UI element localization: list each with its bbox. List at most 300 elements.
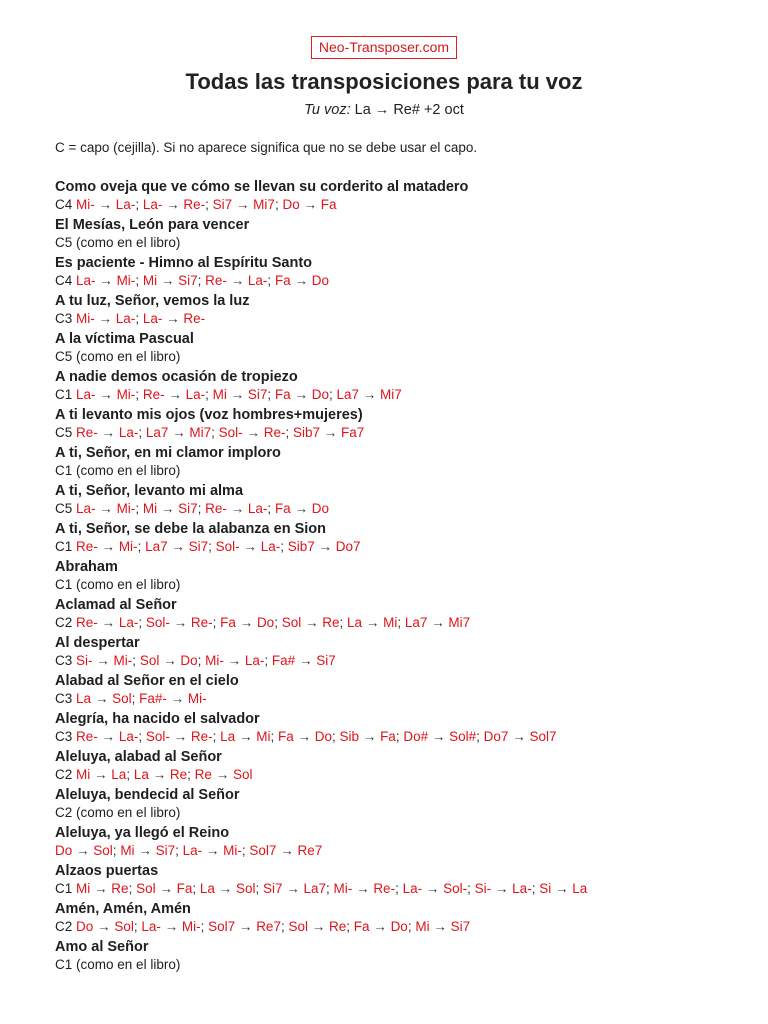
separator: ; [135, 273, 143, 288]
chord-from: La- [76, 387, 96, 402]
song-item [55, 368, 768, 403]
arrow-icon: → [72, 843, 94, 858]
song-transposition [55, 348, 768, 365]
chord-from: La [199, 881, 215, 896]
arrow-icon: → [134, 843, 156, 858]
arrow-icon: → [226, 387, 248, 402]
chord-from: Sol- [145, 615, 170, 630]
song-transposition [55, 652, 768, 669]
arrow-icon: → [167, 539, 189, 554]
song-item [55, 178, 768, 213]
arrow-icon: → [94, 311, 116, 326]
separator: ; [267, 273, 275, 288]
separator: ; [205, 387, 213, 402]
voice-range [0, 102, 768, 118]
chord-from: Mi [76, 767, 91, 782]
song-item [55, 748, 768, 783]
arrow-icon: → [162, 197, 184, 212]
song-title[interactable]: Aleluya, ya llegó el Reino [55, 825, 230, 841]
arrow-icon: → [169, 729, 191, 744]
arrow-icon: → [299, 197, 321, 212]
separator: ; [274, 615, 282, 630]
capo-value: C4 [55, 197, 73, 212]
song-transposition [55, 196, 768, 213]
chord-to: Mi- [181, 919, 201, 934]
song-transposition [55, 880, 768, 897]
chord-to: Si7 [155, 843, 176, 858]
separator: ; [339, 615, 348, 630]
chord-from: Mi [212, 387, 227, 402]
arrow-icon: → [94, 197, 116, 212]
separator: ; [138, 425, 146, 440]
chord-to: Sol [232, 767, 253, 782]
arrow-icon: → [159, 653, 181, 668]
chord-to: Do [311, 501, 329, 516]
chord-from: Sol [288, 919, 308, 934]
song-item [55, 444, 768, 479]
song-transposition [55, 918, 768, 935]
chord-from: Mi- [76, 311, 95, 326]
song-title[interactable]: Aleluya, alabad al Señor [55, 749, 222, 765]
song-title[interactable]: A ti, Señor, se debe la alabanza en Sion [55, 521, 327, 537]
chord-from: Si7 [212, 197, 233, 212]
arrow-icon: → [92, 653, 114, 668]
separator: ; [135, 311, 143, 326]
song-title[interactable]: A ti levanto mis ojos (voz hombres+mujeres) [55, 407, 363, 423]
song-title[interactable]: Alzaos puertas [55, 863, 159, 879]
chord-to: La7 [303, 881, 327, 896]
capo-value: C5 [55, 501, 73, 516]
song-title[interactable]: Aclamad al Señor [55, 597, 177, 613]
chord-from: Fa [277, 729, 294, 744]
song-transposition [55, 804, 768, 821]
chord-to: La- [512, 881, 532, 896]
arrow-icon: → [164, 387, 186, 402]
chord-to: Sol [93, 843, 113, 858]
chord-from: Re- [142, 387, 165, 402]
separator: ; [395, 881, 403, 896]
chord-to: Si7 [316, 653, 336, 668]
chord-from: Re- [205, 501, 227, 516]
arrow-icon: → [320, 425, 342, 440]
capo-value: C2 [55, 805, 73, 820]
song-transposition [55, 462, 768, 479]
chord-from: Si7 [262, 881, 283, 896]
arrow-icon: → [90, 767, 112, 782]
arrow-icon: → [95, 273, 117, 288]
arrow-icon: → [95, 501, 117, 516]
song-item [55, 596, 768, 631]
song-title[interactable]: A ti, Señor, en mi clamor imploro [55, 445, 281, 461]
chord-to: Mi7 [189, 425, 212, 440]
song-item [55, 634, 768, 669]
separator: ; [197, 273, 206, 288]
capo-value: C1 [55, 539, 73, 554]
capo-value: C3 [55, 311, 73, 326]
header [0, 0, 768, 59]
chord-from: La- [402, 881, 423, 896]
separator: ; [135, 197, 143, 212]
song-title[interactable]: A tu luz, Señor, vemos la luz [55, 293, 250, 309]
capo-value: C4 [55, 273, 73, 288]
arrow-icon: → [290, 501, 312, 516]
separator: ; [395, 729, 404, 744]
chord-to: Fa [380, 729, 396, 744]
arrow-icon: → [290, 387, 312, 402]
chord-from: Re [194, 767, 212, 782]
chord-to: Mi- [118, 539, 138, 554]
chord-from: Do [76, 919, 94, 934]
chord-from: La- [142, 197, 163, 212]
chord-to: La- [118, 425, 139, 440]
arrow-icon: → [295, 653, 317, 668]
chord-to: Re- [263, 425, 286, 440]
as-in-book: (como en el libro) [76, 349, 181, 364]
chord-to: Si7 [178, 501, 198, 516]
chord-to: Sol# [449, 729, 477, 744]
separator: ; [332, 729, 340, 744]
separator: ; [467, 881, 475, 896]
song-transposition [55, 842, 768, 859]
chord-to: Sol [112, 691, 132, 706]
chord-to: La- [118, 615, 139, 630]
arrow-icon: → [429, 919, 451, 934]
chord-from: Re- [76, 729, 98, 744]
chord-from: Mi- [76, 197, 95, 212]
arrow-icon: → [359, 729, 381, 744]
song-item [55, 558, 768, 593]
chord-to: Re- [183, 311, 206, 326]
song-transposition [55, 956, 768, 973]
song-title[interactable]: Es paciente - Himno al Espíritu Santo [55, 255, 313, 271]
song-title[interactable]: Alabad al Señor en el cielo [55, 673, 239, 689]
chord-to: Re- [190, 729, 213, 744]
chord-from: La [347, 615, 363, 630]
separator: ; [208, 539, 216, 554]
capo-value: C1 [55, 577, 73, 592]
chord-from: Si- [474, 881, 492, 896]
as-in-book: (como en el libro) [76, 957, 181, 972]
song-title[interactable]: El Mesías, León para vencer [55, 217, 250, 233]
separator: ; [135, 501, 143, 516]
chord-to: Mi [256, 729, 271, 744]
song-title[interactable]: A la víctima Pascual [55, 331, 194, 347]
separator: ; [205, 197, 213, 212]
separator: ; [126, 767, 134, 782]
song-transposition [55, 424, 768, 441]
separator: ; [131, 691, 140, 706]
chord-to: Mi- [116, 273, 136, 288]
chord-to: Do [311, 273, 329, 288]
song-transposition [55, 538, 768, 555]
chord-to: La- [244, 653, 265, 668]
capo-value: C5 [55, 425, 73, 440]
chord-from: La- [142, 311, 163, 326]
chord-from: Mi [120, 843, 135, 858]
as-in-book: (como en el libro) [76, 463, 181, 478]
arrow-icon: → [148, 767, 170, 782]
chord-from: Fa [353, 919, 370, 934]
chord-from: Sib [339, 729, 360, 744]
chord-from: Mi [76, 881, 91, 896]
separator: ; [285, 425, 293, 440]
chord-from: Mi [142, 273, 158, 288]
separator: ; [138, 615, 146, 630]
capo-value: C5 [55, 349, 73, 364]
separator: ; [132, 653, 140, 668]
arrow-icon: → [232, 197, 254, 212]
chord-to: Do [311, 387, 329, 402]
song-item [55, 406, 768, 441]
chord-to: Mi- [187, 691, 207, 706]
chord-from: Re- [76, 539, 98, 554]
arrow-icon: → [157, 273, 179, 288]
capo-value: C5 [55, 235, 73, 250]
song-transposition [55, 690, 768, 707]
song-item [55, 482, 768, 517]
chord-from: Mi- [333, 881, 353, 896]
chord-to: Mi [383, 615, 398, 630]
chord-to: Mi- [116, 501, 136, 516]
arrow-icon: → [95, 387, 117, 402]
chord-to: La- [247, 501, 268, 516]
song-title[interactable]: Al despertar [55, 635, 140, 651]
chord-to: Si7 [188, 539, 209, 554]
arrow-icon: → [301, 615, 323, 630]
song-title[interactable]: A nadie demos ocasión de tropiezo [55, 369, 298, 385]
chord-from: Do [282, 197, 300, 212]
chord-to: Sol [114, 919, 134, 934]
chord-to: Do [390, 919, 408, 934]
chord-to: Re- [183, 197, 206, 212]
song-title[interactable]: Como oveja que ve cómo se llevan su corderito al matadero [55, 179, 469, 195]
capo-value: C2 [55, 615, 73, 630]
arrow-icon: → [276, 843, 298, 858]
chord-from: Sol [136, 881, 156, 896]
chord-from: La [76, 691, 92, 706]
capo-value: C2 [55, 919, 73, 934]
chord-from: Do# [403, 729, 429, 744]
song-transposition [55, 386, 768, 403]
song-item [55, 292, 768, 327]
chord-to: Si7 [450, 919, 471, 934]
song-transposition [55, 272, 768, 289]
arrow-icon: → [242, 425, 264, 440]
arrow-icon: → [168, 425, 190, 440]
chord-to: Do7 [335, 539, 361, 554]
arrow-icon: → [362, 615, 384, 630]
chord-to: La [111, 767, 127, 782]
arrow-icon: → [235, 919, 257, 934]
arrow-icon: → [97, 539, 119, 554]
arrow-icon: → [359, 387, 381, 402]
chord-from: La- [182, 843, 203, 858]
song-item [55, 824, 768, 859]
chord-to: Re [169, 767, 188, 782]
chord-to: Re7 [297, 843, 323, 858]
capo-value: C3 [55, 691, 73, 706]
chord-from: Mi- [205, 653, 224, 668]
arrow-icon: → [97, 615, 119, 630]
song-title[interactable]: Aleluya, bendecid al Señor [55, 787, 240, 803]
chord-to: Mi7 [380, 387, 402, 402]
song-transposition [55, 728, 768, 745]
separator: ; [112, 843, 121, 858]
chord-to: Mi- [116, 387, 136, 402]
capo-value: C1 [55, 957, 73, 972]
arrow-icon: → [239, 539, 261, 554]
song-title[interactable]: A ti, Señor, levanto mi alma [55, 483, 244, 499]
arrow-icon: → [307, 919, 329, 934]
arrow-icon: → [155, 881, 177, 896]
chord-to: Re- [190, 615, 213, 630]
arrow-icon: → [93, 919, 115, 934]
chord-from: Sib7 [287, 539, 315, 554]
song-title[interactable]: Amo al Señor [55, 939, 149, 955]
separator: ; [137, 539, 146, 554]
chord-from: Do7 [483, 729, 509, 744]
arrow-icon: → [290, 273, 312, 288]
arrow-icon: → [293, 729, 315, 744]
separator: ; [346, 919, 354, 934]
song-item [55, 216, 768, 251]
song-transposition [55, 576, 768, 593]
song-list [55, 178, 768, 973]
separator: ; [531, 881, 540, 896]
as-in-book: (como en el libro) [76, 235, 181, 250]
arrow-icon: → [97, 729, 119, 744]
capo-value: C3 [55, 653, 73, 668]
separator: ; [280, 539, 288, 554]
arrow-icon: → [166, 691, 188, 706]
chord-to: Fa7 [341, 425, 365, 440]
chord-from: Sol- [218, 425, 243, 440]
brand-link[interactable]: Neo-Transposer.com [311, 36, 457, 59]
separator: ; [211, 425, 219, 440]
page-title: Todas las transposiciones para tu voz [185, 69, 583, 94]
song-title[interactable]: Alegría, ha nacido el salvador [55, 711, 260, 727]
chord-to: Re7 [256, 919, 281, 934]
separator: ; [397, 615, 405, 630]
capo-value: C1 [55, 387, 73, 402]
separator: ; [212, 729, 221, 744]
song-item [55, 672, 768, 707]
chord-from: Re- [76, 425, 98, 440]
chord-from: La- [76, 273, 96, 288]
capo-value: C3 [55, 729, 73, 744]
chord-to: La- [185, 387, 206, 402]
song-title[interactable]: Amén, Amén, Amén [55, 901, 191, 917]
voice-value: La → Re# +2 oct [354, 102, 464, 118]
separator: ; [197, 653, 206, 668]
arrow-icon: → [314, 539, 336, 554]
as-in-book: (como en el libro) [76, 805, 181, 820]
chord-to: Re- [373, 881, 396, 896]
chord-to: Mi- [223, 843, 242, 858]
chord-to: La [572, 881, 588, 896]
chord-from: Do [55, 843, 73, 858]
chord-to: Si7 [178, 273, 198, 288]
chord-from: Sol [139, 653, 160, 668]
chord-to: Sol7 [529, 729, 557, 744]
song-item [55, 254, 768, 289]
capo-note: C = capo (cejilla). Si no aparece significa que no se debe usar el capo. [55, 140, 478, 155]
separator: ; [241, 843, 250, 858]
chord-from: Sol7 [249, 843, 277, 858]
song-title[interactable]: Abraham [55, 559, 118, 575]
capo-value: C2 [55, 767, 73, 782]
chord-to: Re [322, 615, 340, 630]
chord-from: La- [76, 501, 96, 516]
separator: ; [280, 919, 289, 934]
arrow-icon: → [369, 919, 391, 934]
separator: ; [264, 653, 272, 668]
chord-to: Mi- [113, 653, 133, 668]
separator: ; [326, 881, 334, 896]
separator: ; [135, 387, 143, 402]
chord-to: Do [180, 653, 198, 668]
song-transposition [55, 310, 768, 327]
capo-value: C1 [55, 881, 73, 896]
separator: ; [128, 881, 137, 896]
chord-from: La [220, 729, 236, 744]
chord-from: Fa# [271, 653, 296, 668]
chord-to: Sol [235, 881, 256, 896]
chord-to: Mi7 [253, 197, 275, 212]
separator: ; [328, 387, 337, 402]
arrow-icon: → [551, 881, 573, 896]
chord-from: La7 [336, 387, 360, 402]
chord-from: La7 [145, 425, 169, 440]
arrow-icon: → [422, 881, 444, 896]
chord-from: Mi [415, 919, 430, 934]
separator: ; [175, 843, 183, 858]
chord-to: La- [115, 311, 136, 326]
chord-from: La7 [404, 615, 428, 630]
arrow-icon: → [226, 273, 248, 288]
chord-to: La- [118, 729, 139, 744]
chord-to: La- [260, 539, 281, 554]
chord-to: Fa [320, 197, 337, 212]
arrow-icon: → [491, 881, 513, 896]
as-in-book: (como en el libro) [76, 577, 181, 592]
chord-from: Fa [220, 615, 236, 630]
song-item [55, 900, 768, 935]
chord-from: Si- [76, 653, 93, 668]
song-transposition [55, 500, 768, 517]
song-item [55, 938, 768, 973]
capo-value: C1 [55, 463, 73, 478]
arrow-icon: → [214, 881, 236, 896]
chord-to: Re [111, 881, 129, 896]
arrow-icon: → [169, 615, 191, 630]
chord-to: Fa [176, 881, 193, 896]
song-item [55, 786, 768, 821]
separator: ; [270, 729, 278, 744]
chord-from: Fa#- [139, 691, 167, 706]
chord-from: Sol- [145, 729, 170, 744]
separator: ; [267, 501, 275, 516]
arrow-icon: → [427, 615, 449, 630]
chord-from: Sib7 [292, 425, 321, 440]
separator: ; [476, 729, 484, 744]
chord-to: La- [247, 273, 268, 288]
song-transposition [55, 766, 768, 783]
separator: ; [255, 881, 263, 896]
arrow-icon: → [211, 767, 233, 782]
song-item [55, 330, 768, 365]
separator: ; [187, 767, 195, 782]
